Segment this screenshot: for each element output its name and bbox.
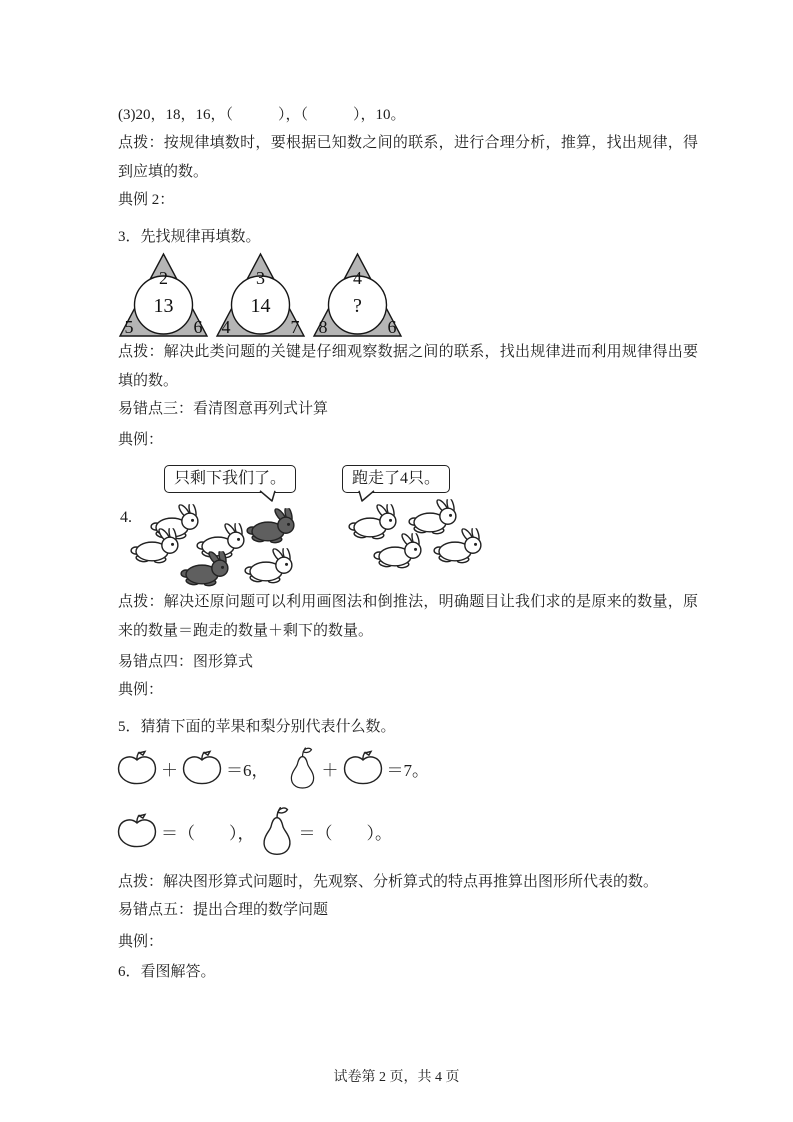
equals-six-text: ＝6， xyxy=(226,760,269,780)
triangle-2-left-number: 4 xyxy=(221,317,231,337)
triangle-1-center-number: 13 xyxy=(153,295,174,317)
question-3-title: 3．先找规律再填数。 xyxy=(118,229,261,245)
triangle-puzzle-1 xyxy=(117,251,210,339)
speech-bubble-tail-left xyxy=(357,490,375,502)
speech-bubble-ran-away xyxy=(342,465,450,493)
apple-icon xyxy=(342,750,384,787)
triangle-1-top-number: 2 xyxy=(159,268,168,288)
dark-rabbit-icon xyxy=(178,551,235,589)
triangle-puzzle-2 xyxy=(214,251,307,339)
triangle-3-left-number: 8 xyxy=(318,317,328,337)
apple-icon xyxy=(181,750,223,787)
speech-bubble-ran-away-text: 跑走了4只。 xyxy=(352,470,441,487)
error-point-3-heading: 易错点三：看清图意再列式计算 xyxy=(118,401,329,417)
white-rabbit-icon xyxy=(128,528,185,566)
example-label-c: 典例： xyxy=(118,934,164,950)
apple-icon xyxy=(116,750,158,787)
example-label-b: 典例： xyxy=(118,682,164,698)
white-rabbit-icon xyxy=(242,548,299,586)
example-2-label: 典例 2： xyxy=(118,192,175,208)
triangle-1-right-number: 6 xyxy=(193,317,203,337)
triangle-1-left-number: 5 xyxy=(124,317,134,337)
triangle-puzzle-figure xyxy=(117,251,404,339)
white-rabbit-icon xyxy=(431,528,488,566)
sequence-fill-line: (3)20，18，16，（ ），（ ），10。 xyxy=(118,107,406,123)
apple-icon xyxy=(116,813,158,850)
equals-blank-period-text: ＝（ ）。 xyxy=(298,823,392,843)
plus-sign: ＋ xyxy=(161,760,178,780)
tip-paragraph-fill-numbers: 点拨：按规律填数时，要根据已知数之间的联系，进行合理分析，推算，找出规律，得到应填的数。 xyxy=(118,135,698,180)
triangle-puzzle-3 xyxy=(311,251,404,339)
example-label-a: 典例： xyxy=(118,432,164,448)
triangle-2-top-number: 3 xyxy=(256,268,265,288)
question-5-title: 5．猜猜下面的苹果和梨分别代表什么数。 xyxy=(118,719,396,735)
question-6-title: 6．看图解答。 xyxy=(118,964,216,980)
white-rabbit-icon xyxy=(371,533,428,571)
plus-sign: ＋ xyxy=(321,760,339,780)
triangle-3-center-number: ? xyxy=(353,295,362,317)
triangle-2-right-number: 7 xyxy=(290,317,300,337)
pear-icon xyxy=(258,805,296,857)
triangle-2-center-number: 14 xyxy=(250,295,271,317)
speech-bubble-remaining xyxy=(164,465,296,493)
rabbit-problem-figure xyxy=(118,462,698,592)
tip-paragraph-triangles: 点拨：解决此类问题的关键是仔细观察数据之间的联系，找出规律进而利用规律得出要填的数。 xyxy=(118,344,698,389)
equals-seven-text: ＝7。 xyxy=(386,760,429,780)
picture-equation-row-2 xyxy=(116,802,395,860)
picture-equation-row-1 xyxy=(116,744,432,792)
error-point-4-heading: 易错点四：图形算式 xyxy=(118,654,254,670)
speech-bubble-tail-right xyxy=(259,490,277,502)
question-4-number: 4. xyxy=(120,509,132,526)
tip-paragraph-rabbits: 点拨：解决还原问题可以利用画图法和倒推法，明确题目让我们求的是原来的数量，原来的数量＝跑走的数量＋剩下的数量。 xyxy=(118,594,698,639)
page-footer: 试卷第 2 页，共 4 页 xyxy=(333,1070,460,1085)
speech-bubble-remaining-text: 只剩下我们了。 xyxy=(174,470,287,487)
equals-blank-comma-text: ＝（ ）， xyxy=(161,823,255,843)
error-point-5-heading: 易错点五：提出合理的数学问题 xyxy=(118,902,329,918)
dark-rabbit-icon xyxy=(244,508,301,546)
tip-paragraph-picture-equations: 点拨：解决图形算式问题时，先观察、分析算式的特点再推算出图形所代表的数。 xyxy=(118,874,659,890)
triangle-3-top-number: 4 xyxy=(353,268,362,288)
pear-icon xyxy=(286,746,319,790)
triangle-3-right-number: 6 xyxy=(387,317,397,337)
